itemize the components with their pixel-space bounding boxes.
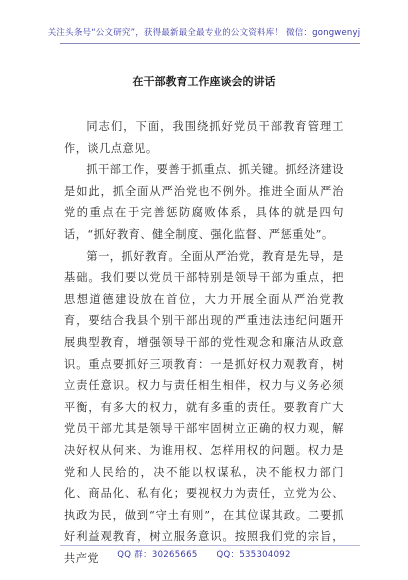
header-divider [60, 43, 360, 44]
page-title: 在干部教育工作座谈会的讲话 [132, 75, 276, 88]
paragraph-1: 同志们，下面，我围绕抓好党员干部教育管理工作，谈几点意见。 [64, 120, 344, 155]
paragraph-3: 第一，抓好教育。全面从严治党，教育是先导，是基础。我们要以党员干部特别是领导干部为重点，把思想道德建设放在首位，大力开展全面从严治党教育，要结合我县个别干部出现的严重违法违纪问题开展典型教育，增强领导干部的党性观念和廉洁从政意识。重点要抓好三项教育：一是抓好权力观教育，树立责任意识。权力与责任相生相伴，权力与义务必须平衡，有多大的权力，就有多重的责任。要教育广大党员干部尤其是领导干部牢固树立正确的权力观，解决好权从何来、为谁用权、怎样用权的问题。权力是党和人民给的，决不能以权谋私，决不能权力部门化、商品化、私有化；要视权力为责任，立党为公、执政为民，做到“守土有则”，在其位谋其政。二要抓好利益观教育，树立服务意识。按照我们党的宗旨，共产党 [64, 249, 344, 565]
document-body [64, 116, 344, 569]
footer-qq: QQ：535304092 [216, 550, 291, 560]
footer-qq-group: QQ 群：30265665 [117, 550, 198, 560]
footer [0, 548, 408, 560]
footer-divider [60, 545, 360, 546]
header-note: 关注头条号“公文研究”，获得最新最全最专业的公文资料库！ 微信：gongwenyj [47, 28, 361, 38]
paragraph-2: 抓干部工作，要善于抓重点、抓关键。抓经济建设是如此，抓全面从严治党也不例外。推进全面从严治党的重点在于完善惩防腐败体系，具体的就是四句话，“抓好教育、健全制度、强化监督、严惩重处”。 [64, 163, 344, 241]
